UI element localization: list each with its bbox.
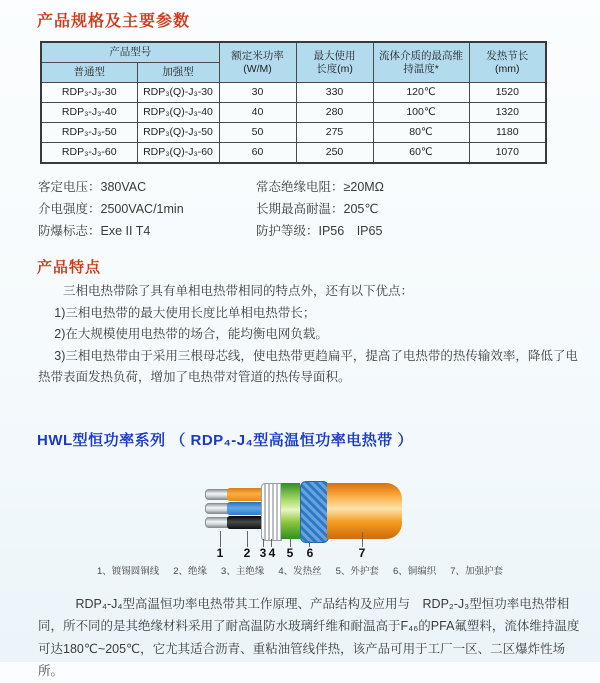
hwl-section-title: HWL型恒功率系列 （ RDP₄-J₄型高温恒功率电热带 ）	[37, 431, 413, 449]
electrical-specs	[38, 176, 600, 242]
header-max-length: 最大使用 长度(m)	[296, 42, 373, 83]
specs-right-column	[256, 176, 384, 242]
spec-section-title: 产品规格及主要参数	[37, 13, 191, 30]
main-insulation-layer	[261, 483, 282, 541]
part-number-label: 7	[358, 545, 366, 560]
conductor-wire-orange	[205, 488, 263, 501]
tinned-copper-tip	[205, 503, 229, 514]
specs-left-column	[38, 176, 256, 242]
copper-braid-layer	[300, 481, 329, 543]
leader-line	[247, 531, 248, 547]
caption-item: 7、加强护套	[450, 565, 504, 577]
conductor-wire-blue	[205, 502, 263, 515]
spec-rated-voltage: 客定电压：380VAC	[38, 180, 147, 194]
cable-structure-diagram	[0, 472, 600, 560]
header-model-group: 产品型号	[41, 42, 219, 63]
product-spec-table	[40, 41, 547, 164]
part-number-label: 1	[216, 545, 224, 560]
part-number-label: 6	[306, 545, 314, 560]
header-rated-power: 额定米功率 (W/M)	[219, 42, 296, 83]
table-header	[41, 42, 546, 83]
wire-insulation-black	[227, 516, 263, 529]
leader-line	[362, 532, 363, 547]
feature-item: 3)三相电热带由于采用三根母芯线，使电热带更趋扁平，提高了电热带的热传输效率，降低了电热带表面发热负荷，增加了电热带对管道的热传导面积。	[38, 348, 578, 384]
tinned-copper-tip	[205, 489, 229, 500]
wire-insulation-blue	[227, 502, 263, 515]
header-maintain-temp: 流体介质的最高维 持温度*	[373, 42, 469, 83]
hwl-description-paragraph: RDP₄-J₄型高温恒功率电热带其工作原理、产品结构及应用与 RDP₂-J₃型恒功率电热带相同，所不同的是其绝缘材料采用了耐高温防水玻璃纤维和耐温高于F₄₆的PFA氟塑料，流体维持温度可达180℃~205℃，它尤其适合沥青、重粘油管线伴热，该产品可用于工厂一区、二区爆炸性场所。	[38, 596, 580, 678]
table-row: RDP₃-J₃-30 RDP₃(Q)-J₃-30 30 330 120℃ 1520	[41, 83, 546, 103]
header-heating-length: 发热节长 (mm)	[469, 42, 546, 83]
caption-item: 6、铜编织	[392, 565, 437, 577]
feature-item: 2)在大规模使用电热带的场合，能均衡电网负载。	[54, 327, 328, 341]
header-normal-type: 普通型	[41, 63, 137, 83]
part-number-label: 2	[243, 545, 251, 560]
diagram-caption	[0, 563, 600, 577]
caption-item: 2、绝缘	[173, 565, 208, 577]
spec-explosion-proof-mark: 防爆标志：Exe II T4	[38, 224, 151, 238]
table-row: RDP₃-J₃-60 RDP₃(Q)-J₃-60 60 250 60℃ 1070	[41, 143, 546, 164]
features-intro: 三相电热带除了具有单相电热带相同的特点外，还有以下优点：	[63, 284, 414, 298]
caption-item: 1、镀锡圆铜线	[96, 565, 160, 577]
header-reinforced-type: 加强型	[137, 63, 219, 83]
table-row: RDP₃-J₃-50 RDP₃(Q)-J₃-50 50 275 80℃ 1180	[41, 123, 546, 143]
features-section-title: 产品特点	[37, 259, 102, 276]
caption-item: 5、外护套	[335, 565, 379, 577]
table-row: RDP₃-J₃-40 RDP₃(Q)-J₃-40 40 280 100℃ 1320	[41, 103, 546, 123]
spec-dielectric-strength: 介电强度：2500VAC/1min	[38, 202, 184, 216]
caption-item: 4、发热丝	[278, 565, 322, 577]
part-number-label: 4	[268, 545, 276, 560]
conductor-wire-black	[205, 516, 263, 529]
wire-insulation-orange	[227, 488, 263, 501]
spec-max-temp: 长期最高耐温：205℃	[256, 202, 379, 216]
caption-item: 3、主绝缘	[221, 565, 265, 577]
leader-line	[220, 531, 221, 547]
features-text	[38, 281, 585, 389]
part-number-label: 5	[286, 545, 294, 560]
reinforced-outer-jacket	[327, 483, 402, 539]
part-number-label: 3	[259, 545, 267, 560]
spec-insulation-resistance: 常态绝缘电阻：≥20MΩ	[256, 180, 385, 194]
spec-protection-rating: 防护等级：IP56 IP65	[256, 224, 383, 238]
feature-item: 1)三相电热带的最大使用长度比单相电热带长；	[54, 305, 316, 320]
heating-wire-sheath-layer	[281, 483, 300, 539]
tinned-copper-tip	[205, 517, 229, 528]
